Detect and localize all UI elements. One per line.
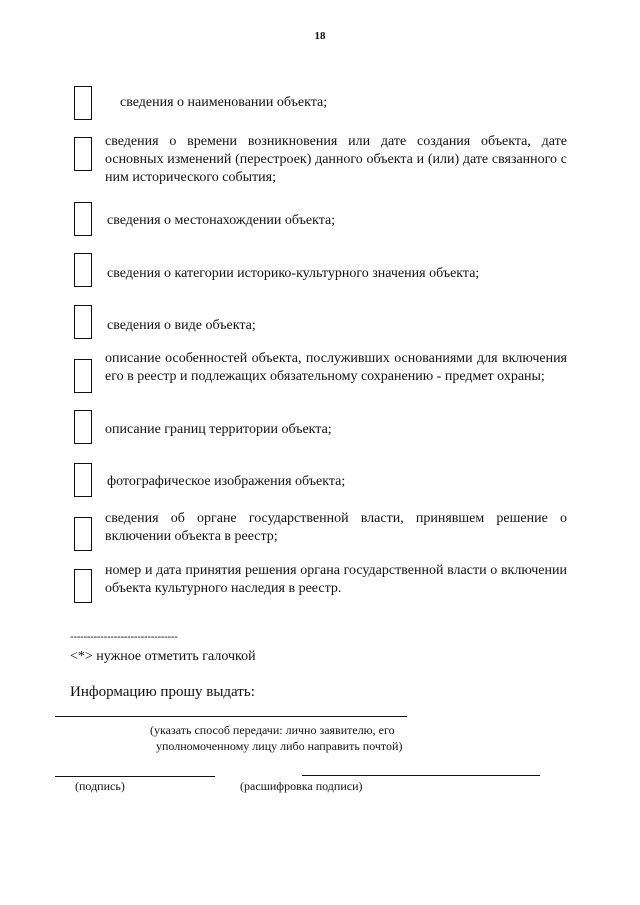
page-number: 18 bbox=[314, 30, 326, 42]
request-label: Информацию прошу выдать: bbox=[70, 684, 255, 700]
checkbox[interactable] bbox=[74, 305, 92, 339]
checkbox[interactable] bbox=[74, 463, 92, 497]
checkbox[interactable] bbox=[74, 517, 92, 551]
checklist-item-text: фотографическое изображения объекта; bbox=[107, 474, 346, 489]
hint-line-1: (указать способ передачи: лично заявителю, его bbox=[150, 723, 395, 737]
checklist-item-text: сведения о местонахождении объекта; bbox=[107, 213, 336, 228]
checkbox[interactable] bbox=[74, 359, 92, 393]
checkbox[interactable] bbox=[74, 202, 92, 236]
checklist-item-text: сведения об органе государственной власти, принявшем решение о включении объекта в реестр; bbox=[105, 511, 567, 544]
signature-caption: (подпись) bbox=[75, 779, 125, 793]
checklist-item-text: описание особенностей объекта, послуживших основаниями для включения его в реестр и подлежащих обязательному сохранению - предмет охраны; bbox=[105, 351, 567, 384]
checkbox[interactable] bbox=[74, 253, 92, 287]
delivery-method-hint bbox=[150, 722, 402, 754]
checklist-item-text: сведения о виде объекта; bbox=[107, 318, 256, 333]
checklist-item-text: сведения о времени возникновения или дате создания объекта, дате основных изменений (перестроек) данного объекта и (или) дате связанного с ним исторического события; bbox=[105, 134, 567, 185]
checklist-item-text: сведения о категории историко-культурного значения объекта; bbox=[107, 266, 480, 281]
footnote-separator: -------------------------------- bbox=[70, 631, 178, 643]
signature-decode-caption: (расшифровка подписи) bbox=[240, 779, 363, 793]
checklist-item-text: номер и дата принятия решения органа государственной власти о включении объекта культурного наследия в реестр. bbox=[105, 563, 567, 596]
checkbox[interactable] bbox=[74, 410, 92, 444]
signature-line[interactable] bbox=[55, 776, 215, 777]
checkbox[interactable] bbox=[74, 137, 92, 171]
checklist-item-text: описание границ территории объекта; bbox=[105, 422, 332, 437]
delivery-method-line[interactable] bbox=[55, 716, 407, 717]
footnote-text: <*> нужное отметить галочкой bbox=[70, 649, 256, 664]
checkbox[interactable] bbox=[74, 569, 92, 603]
checklist-item-text: сведения о наименовании объекта; bbox=[120, 95, 328, 110]
hint-line-2: уполномоченному лицу либо направить почтой) bbox=[156, 739, 403, 753]
checkbox[interactable] bbox=[74, 86, 92, 120]
signature-decode-line[interactable] bbox=[302, 775, 540, 776]
